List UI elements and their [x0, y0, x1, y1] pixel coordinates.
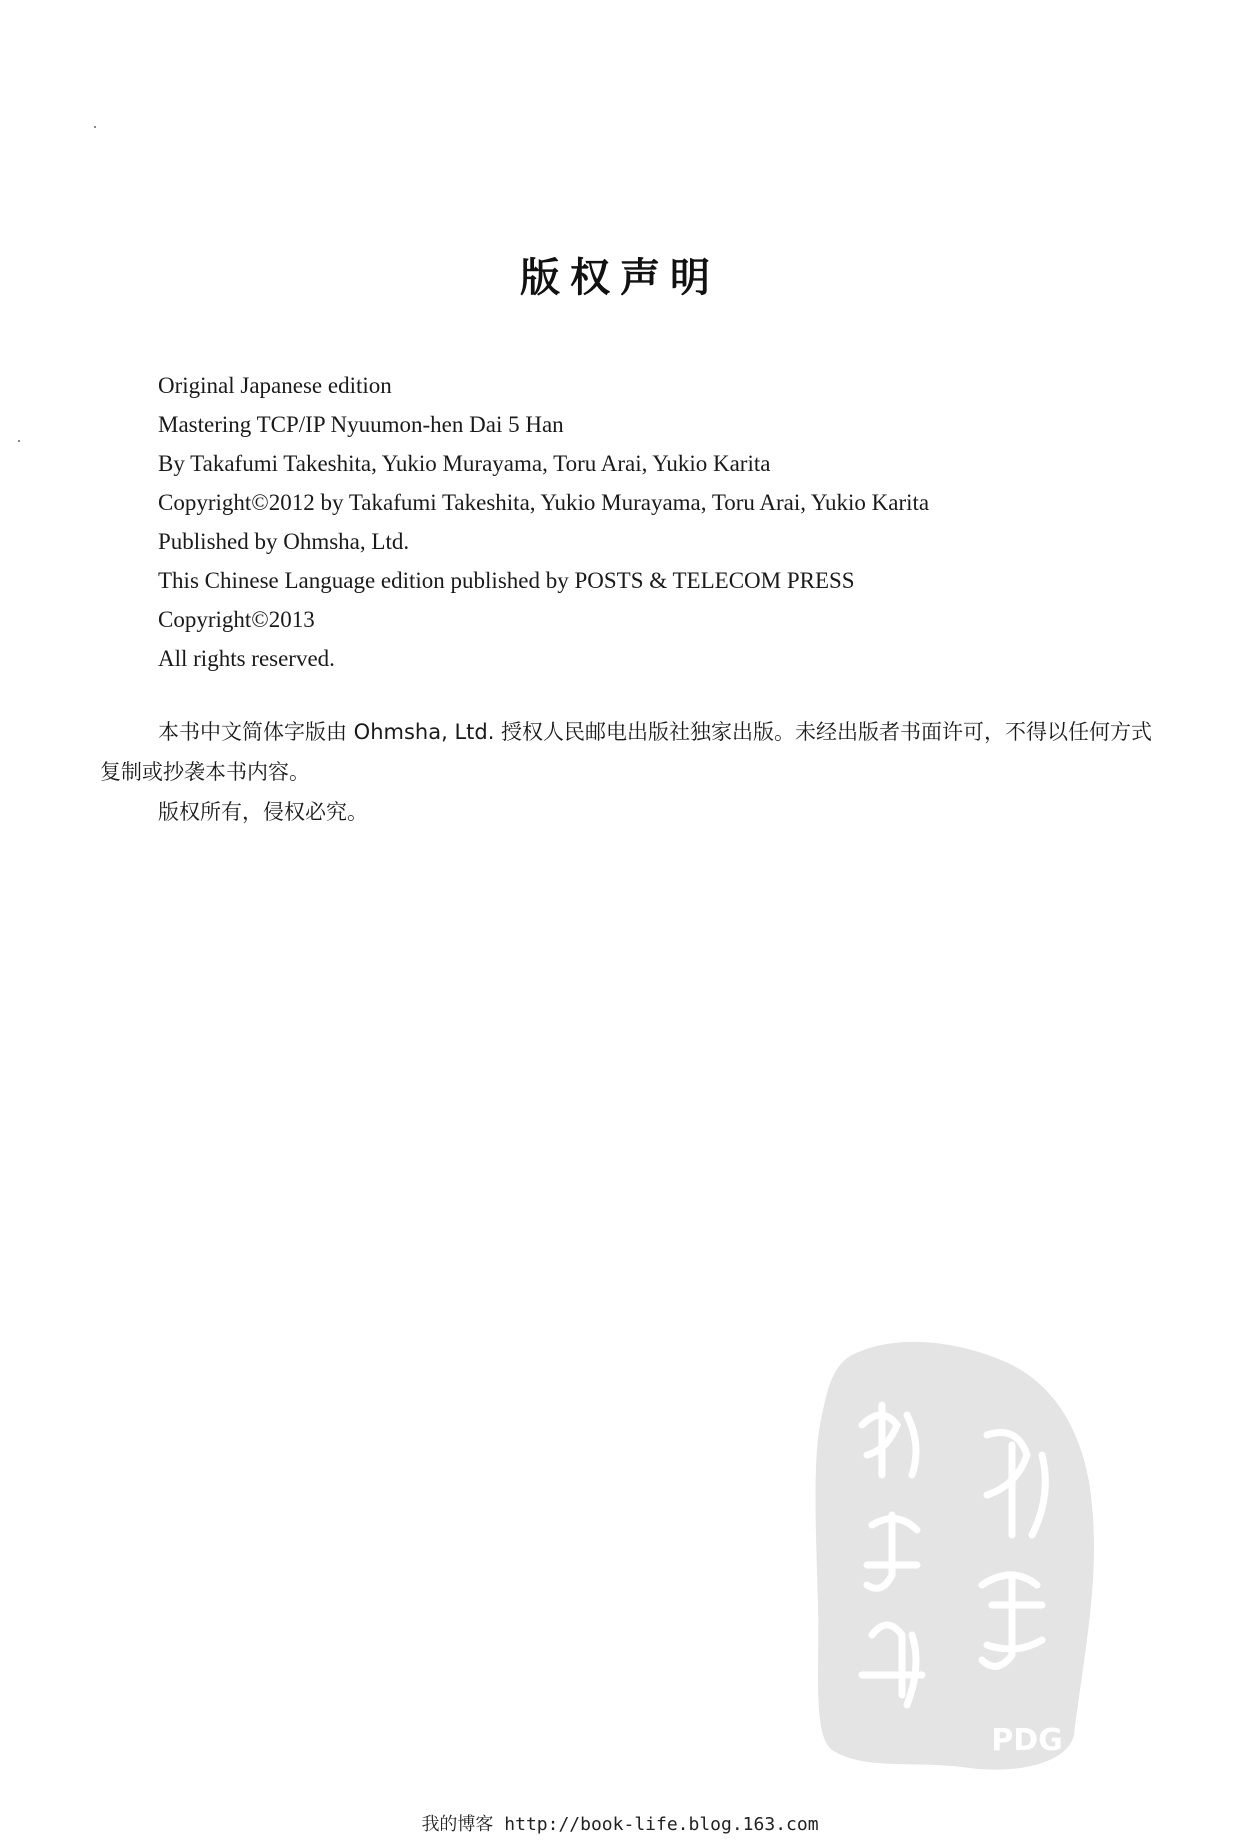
watermark-seal-icon [812, 1335, 1102, 1775]
english-line: Original Japanese edition [158, 373, 392, 398]
blog-footer: 我的博客 http://book-life.blog.163.com [421, 1814, 819, 1835]
english-line: By Takafumi Takeshita, Yukio Murayama, Toru Arai, Yukio Karita [158, 451, 771, 476]
english-line: Copyright©2012 by Takafumi Takeshita, Yukio Murayama, Toru Arai, Yukio Karita [158, 490, 930, 515]
seal-label: PDG [991, 1723, 1063, 1758]
chinese-paragraph: 版权所有，侵权必究。 [158, 800, 368, 824]
page-title: 版权声明 [520, 254, 720, 301]
english-line: Copyright©2013 [158, 607, 315, 632]
english-copyright-block [158, 366, 1158, 678]
chinese-paragraph: 本书中文简体字版由 Ohmsha, Ltd. 授权人民邮电出版社独家出版。未经出版者书面许可，不得以任何方式复制或抄袭本书内容。 [100, 720, 1153, 784]
chinese-notice-block [100, 712, 1160, 832]
english-line: Mastering TCP/IP Nyuumon-hen Dai 5 Han [158, 412, 564, 437]
scan-speck [18, 440, 20, 442]
scan-speck [94, 126, 96, 128]
english-line: Published by Ohmsha, Ltd. [158, 529, 410, 554]
english-line: All rights reserved. [158, 646, 335, 671]
seal-background [816, 1342, 1095, 1770]
english-line: This Chinese Language edition published by POSTS & TELECOM PRESS [158, 568, 855, 593]
